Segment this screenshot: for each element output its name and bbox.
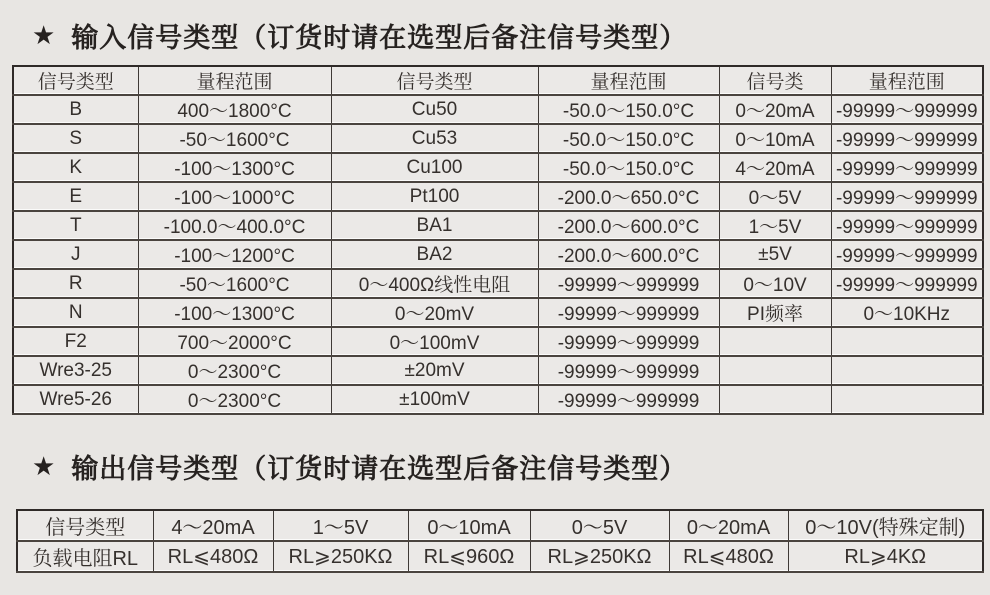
table-cell: -99999～999999: [831, 153, 983, 182]
table-row: [13, 66, 983, 95]
table-cell: S: [13, 124, 138, 153]
table-cell: RL⩾250KΩ: [273, 541, 408, 572]
output-table-body: [17, 510, 983, 572]
table-cell: 4～20mA: [153, 510, 273, 541]
table-cell: -99999～999999: [831, 269, 983, 298]
table-cell: -200.0～650.0°C: [538, 182, 719, 211]
table-cell: ±5V: [719, 240, 831, 269]
table-cell: 1～5V: [719, 211, 831, 240]
table-cell: -99999～999999: [831, 240, 983, 269]
table-cell: Wre5-26: [13, 385, 138, 414]
table-cell: [831, 385, 983, 414]
table-cell: RL⩽960Ω: [408, 541, 530, 572]
table-row: [13, 211, 983, 240]
table-cell: -100～1300°C: [138, 153, 331, 182]
table-cell: [719, 356, 831, 385]
table-cell: 0～400Ω线性电阻: [331, 269, 538, 298]
table-cell: -200.0～600.0°C: [538, 240, 719, 269]
table-cell: RL⩽480Ω: [669, 541, 788, 572]
table-cell: ±20mV: [331, 356, 538, 385]
table-cell: -100.0～400.0°C: [138, 211, 331, 240]
table-cell: -99999～999999: [831, 95, 983, 124]
table-cell: RL⩽480Ω: [153, 541, 273, 572]
table-cell: T: [13, 211, 138, 240]
column-header: 量程范围: [831, 66, 983, 95]
table-cell: -50.0～150.0°C: [538, 153, 719, 182]
table-cell: J: [13, 240, 138, 269]
table-cell: Cu100: [331, 153, 538, 182]
table-cell: 700～2000°C: [138, 327, 331, 356]
table-cell: [719, 327, 831, 356]
table-cell: -100～1200°C: [138, 240, 331, 269]
input-signal-table: [12, 65, 984, 415]
table-cell: [831, 356, 983, 385]
table-row: [13, 356, 983, 385]
star-icon: ★: [32, 19, 56, 50]
output-section-title-text: 输出信号类型（订货时请在选型后备注信号类型）: [71, 453, 688, 484]
table-cell: 0～10V(特殊定制): [788, 510, 983, 541]
table-cell: 400～1800°C: [138, 95, 331, 124]
table-row: [13, 327, 983, 356]
output-section-title: [32, 449, 990, 483]
table-cell: F2: [13, 327, 138, 356]
table-cell: E: [13, 182, 138, 211]
table-cell: 0～20mA: [669, 510, 788, 541]
table-cell: Cu50: [331, 95, 538, 124]
table-cell: -99999～999999: [538, 327, 719, 356]
table-cell: -99999～999999: [538, 356, 719, 385]
input-section-title-text: 输入信号类型（订货时请在选型后备注信号类型）: [71, 22, 688, 53]
table-row: [13, 385, 983, 414]
table-cell: -99999～999999: [538, 269, 719, 298]
table-cell: -99999～999999: [538, 298, 719, 327]
spec-sheet-page: [0, 18, 990, 573]
table-cell: 0～2300°C: [138, 356, 331, 385]
table-row: [17, 510, 983, 541]
column-header: 信号类: [719, 66, 831, 95]
table-cell: 0～10mA: [408, 510, 530, 541]
table-cell: 0～10mA: [719, 124, 831, 153]
table-cell: 0～10V: [719, 269, 831, 298]
table-cell: Pt100: [331, 182, 538, 211]
table-cell: R: [13, 269, 138, 298]
table-row: [13, 269, 983, 298]
table-cell: N: [13, 298, 138, 327]
column-header: 信号类型: [13, 66, 138, 95]
input-table-body: [13, 95, 983, 414]
table-cell: BA2: [331, 240, 538, 269]
table-cell: [831, 327, 983, 356]
table-cell: -99999～999999: [538, 385, 719, 414]
table-cell: -100～1000°C: [138, 182, 331, 211]
input-section-title: [32, 18, 990, 52]
table-cell: -50～1600°C: [138, 124, 331, 153]
table-cell: RL⩾250KΩ: [530, 541, 669, 572]
table-row: [13, 153, 983, 182]
table-row: [13, 124, 983, 153]
table-cell: Wre3-25: [13, 356, 138, 385]
table-cell: 0～20mV: [331, 298, 538, 327]
table-row: [17, 541, 983, 572]
table-cell: -200.0～600.0°C: [538, 211, 719, 240]
table-row: [13, 298, 983, 327]
input-table-header: [13, 66, 983, 95]
table-row: [13, 95, 983, 124]
table-cell: 信号类型: [17, 510, 153, 541]
table-cell: [719, 385, 831, 414]
table-cell: BA1: [331, 211, 538, 240]
table-cell: 0～20mA: [719, 95, 831, 124]
table-cell: -50.0～150.0°C: [538, 124, 719, 153]
table-cell: -99999～999999: [831, 211, 983, 240]
table-cell: RL⩾4KΩ: [788, 541, 983, 572]
table-cell: 0～5V: [719, 182, 831, 211]
table-cell: K: [13, 153, 138, 182]
table-cell: 0～100mV: [331, 327, 538, 356]
table-cell: 0～2300°C: [138, 385, 331, 414]
table-cell: Cu53: [331, 124, 538, 153]
table-cell: 负载电阻RL: [17, 541, 153, 572]
table-row: [13, 182, 983, 211]
table-cell: 0～5V: [530, 510, 669, 541]
table-cell: -100～1300°C: [138, 298, 331, 327]
table-cell: B: [13, 95, 138, 124]
table-cell: -50.0～150.0°C: [538, 95, 719, 124]
table-cell: 1～5V: [273, 510, 408, 541]
table-cell: -99999～999999: [831, 124, 983, 153]
table-cell: -50～1600°C: [138, 269, 331, 298]
output-signal-table: [16, 509, 984, 573]
star-icon: ★: [32, 450, 56, 481]
column-header: 量程范围: [138, 66, 331, 95]
column-header: 信号类型: [331, 66, 538, 95]
table-cell: -99999～999999: [831, 182, 983, 211]
table-cell: 4～20mA: [719, 153, 831, 182]
table-cell: ±100mV: [331, 385, 538, 414]
table-row: [13, 240, 983, 269]
table-cell: PI频率: [719, 298, 831, 327]
table-cell: 0～10KHz: [831, 298, 983, 327]
column-header: 量程范围: [538, 66, 719, 95]
